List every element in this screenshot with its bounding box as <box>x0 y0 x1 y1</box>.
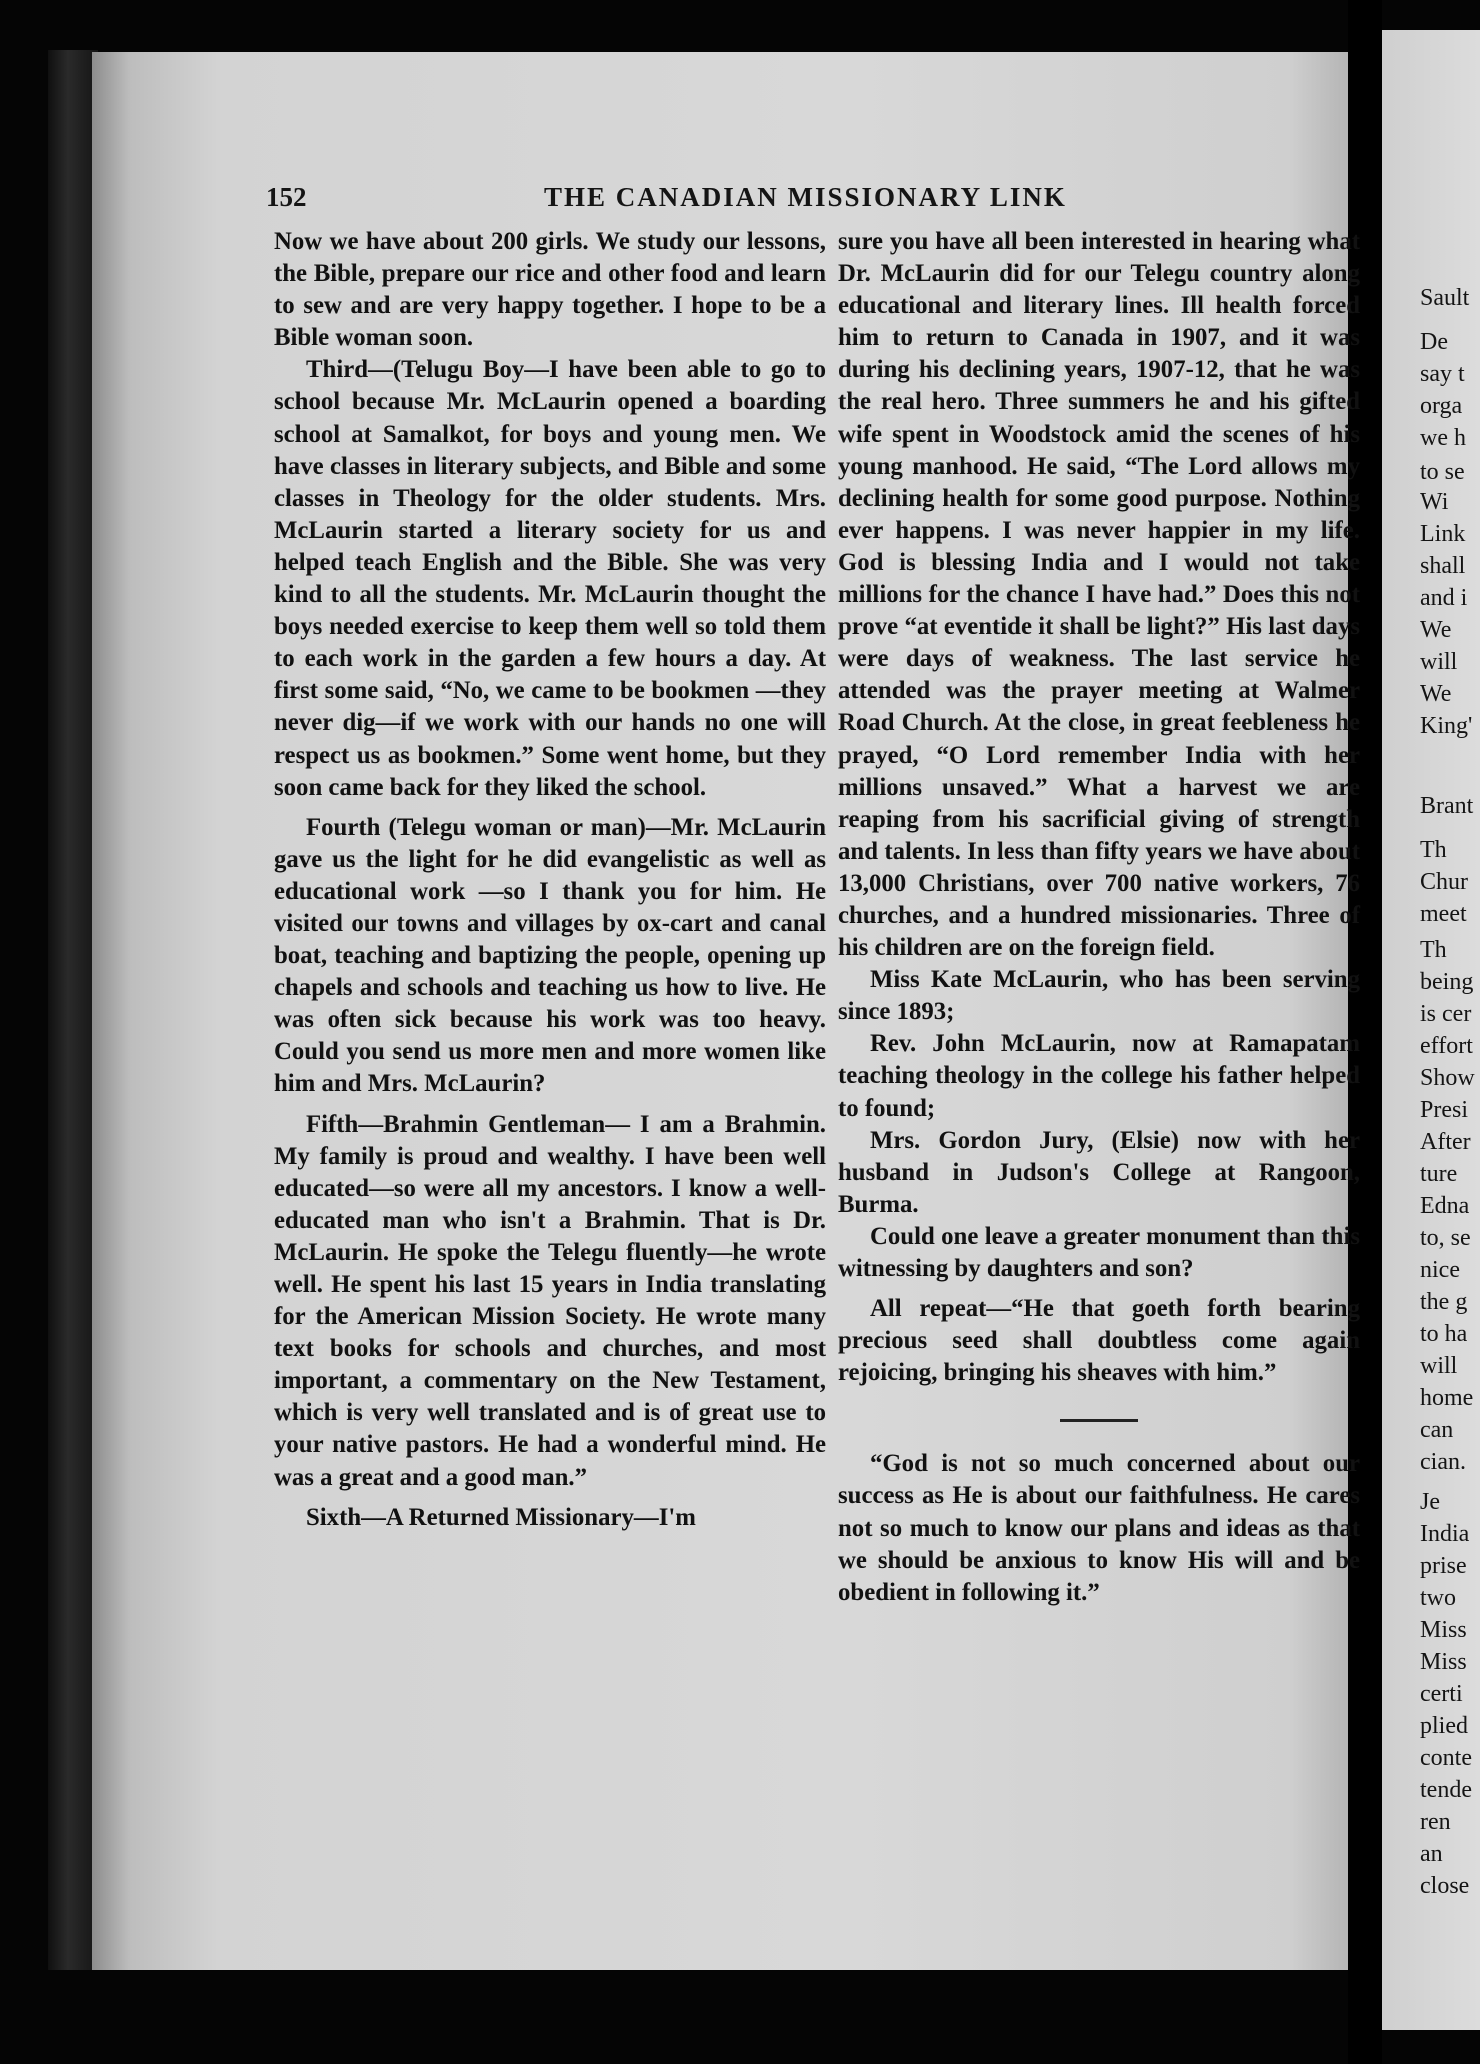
adjacent-page-fragment: tende <box>1420 1777 1472 1803</box>
adjacent-page-fragment: can <box>1420 1417 1454 1443</box>
adjacent-page-fragment: meet <box>1420 901 1467 927</box>
paragraph: Third—(Telugu Boy—I have been able to go to school because Mr. McLaurin opened a boarding school at Samalkot, for boys and young men. We have classes in literary subjects, and Bible and some classes in Theology for the older students. Mrs. McLaurin started a literary society for us and helped teach English and the Bible. She was very kind to all the students. Mr. McLaurin thought the boys needed exercise to keep them well so told them to each work in the garden a few hours a day. At first some said, “No, we came to be bookmen —they never dig—if we work with our hands no one will respect us as bookmen.” Some went home, but they soon came back for they liked the school. <box>274 356 826 801</box>
right-column <box>838 226 1360 1609</box>
adjacent-page-fragment: will <box>1420 1353 1458 1379</box>
adjacent-page-fragment: an <box>1420 1841 1443 1867</box>
adjacent-page-fragment: After <box>1420 1129 1471 1155</box>
adjacent-page-fragment: we h <box>1420 425 1466 451</box>
adjacent-page-fragment: to ha <box>1420 1321 1468 1347</box>
adjacent-page-fragment: Wi <box>1420 489 1449 515</box>
paragraph: Fourth (Telegu woman or man)—Mr. McLaurin gave us the light for he did evangelistic as well as educational work —so I thank you for him. He visited our towns and villages by ox-cart and canal boat, teaching and baptizing the people, opening up chapels and schools and teaching us how to live. He was often sick because his work was too heavy. Could you send us more men and more women like him and Mrs. McLaurin? <box>274 813 826 1098</box>
adjacent-page-fragment: say t <box>1420 361 1465 387</box>
adjacent-page-fragment: King' <box>1420 713 1473 739</box>
adjacent-page-fragment: and i <box>1420 585 1468 611</box>
adjacent-page-fragment: India <box>1420 1521 1470 1547</box>
left-column <box>274 226 826 1534</box>
adjacent-page-fragment: two <box>1420 1585 1456 1611</box>
section-divider <box>1060 1419 1138 1422</box>
closing-quote: “God is not so much concerned about our success as He is about our faithfulness. He cares not so much to know our plans and ideas as that we should be anxious to know His will and be obedient in following it.” <box>838 1450 1360 1606</box>
adjacent-page-fragment: We <box>1420 617 1452 643</box>
adjacent-page-fragment: to se <box>1420 459 1465 485</box>
paragraph: Rev. John McLaurin, now at Ramapatam teaching theology in the college his father helped to found; <box>838 1030 1360 1122</box>
paragraph: Miss Kate McLaurin, who has been serving since 1893; <box>838 966 1360 1026</box>
adjacent-page-fragment: will <box>1420 649 1458 675</box>
adjacent-page-heading: Brant <box>1420 793 1474 819</box>
adjacent-page-fragment: Miss <box>1420 1649 1467 1675</box>
adjacent-page-fragment: Edna <box>1420 1193 1470 1219</box>
adjacent-page-heading: Sault <box>1420 285 1470 311</box>
book-spine <box>48 50 98 1970</box>
adjacent-page-fragment: Th <box>1420 937 1447 963</box>
adjacent-page-fragment: effort <box>1420 1033 1473 1059</box>
adjacent-page-fragment: Link <box>1420 521 1466 547</box>
paragraph: Could one leave a greater monument than this witnessing by daughters and son? <box>838 1222 1360 1282</box>
adjacent-page-fragment: ture <box>1420 1161 1458 1187</box>
running-title: THE CANADIAN MISSIONARY LINK <box>544 182 1067 212</box>
adjacent-page-fragment: Th <box>1420 837 1447 863</box>
adjacent-page-fragment: to, se <box>1420 1225 1471 1251</box>
adjacent-page-fragment: De <box>1420 329 1448 355</box>
adjacent-page-fragment: We <box>1420 681 1452 707</box>
adjacent-page-fragment: nice <box>1420 1257 1460 1283</box>
adjacent-page-fragment: conte <box>1420 1745 1472 1771</box>
paragraph: Fifth—Brahmin Gentleman— I am a Brahmin. My family is proud and wealthy. I have been well educated—so were all my ancestors. I know a well-educated man who isn't a Brahmin. That is Dr. McLaurin. He spoke the Telegu fluently—he wrote well. He spent his last 15 years in India translating for the American Mission Society. He wrote many text books for schools and churches, and most important, a commentary on the New Testament, which is very well translated and is of great use to your native pastors. He had a wonderful mind. He was a great and a good man.” <box>274 1110 826 1491</box>
paragraph: Now we have about 200 girls. We study our lessons, the Bible, prepare our rice and other food and learn to sew and are very happy together. I hope to be a Bible woman soon. <box>274 228 826 352</box>
adjacent-page-fragment: certi <box>1420 1681 1463 1707</box>
adjacent-page-fragment: Miss <box>1420 1617 1467 1643</box>
paragraph: sure you have all been interested in hearing what Dr. McLaurin did for our Telegu country along educational and literary lines. Ill health forced him to return to Canada in 1907, and it was during his declining years, 1907-12, that he was the real hero. Three summers he and his gifted wife spent in Woodstock amid the scenes of his young manhood. He said, “The Lord allows my declining health for some good purpose. Nothing ever happens. I was never happier in my life. God is blessing India and I would not take millions for the chance I have had.” Does this not prove “at eventide it shall be light?” His last days were days of weakness. The last service he attended was the prayer meeting at Walmer Road Church. At the close, in great feebleness he prayed, “O Lord remember India with her millions unsaved.” What a harvest we are reaping from his sacrificial giving of strength and talents. In less than fifty years we have about 13,000 Christians, over 700 native workers, 76 churches, and a hundred missionaries. Three of his children are on the foreign field. <box>838 228 1360 962</box>
page-number: 152 <box>266 182 307 212</box>
adjacent-page-fragment: Chur <box>1420 869 1468 895</box>
paragraph: All repeat—“He that goeth forth bearing precious seed shall doubtless come again rejoicing, bringing his sheaves with him.” <box>838 1295 1360 1387</box>
adjacent-page-fragment: cian. <box>1420 1449 1466 1475</box>
adjacent-page-fragment: is cer <box>1420 1001 1472 1027</box>
adjacent-page-fragment: close <box>1420 1873 1470 1899</box>
adjacent-page-fragment: Presi <box>1420 1097 1468 1123</box>
adjacent-page-fragment: shall <box>1420 553 1466 579</box>
adjacent-page-fragment: ren <box>1420 1809 1451 1835</box>
adjacent-page-fragment: the g <box>1420 1289 1468 1315</box>
adjacent-page-fragment: Je <box>1420 1489 1440 1515</box>
adjacent-page-fragment: plied <box>1420 1713 1468 1739</box>
adjacent-page-fragment: prise <box>1420 1553 1467 1579</box>
page-header <box>0 178 1480 218</box>
adjacent-page-fragment: orga <box>1420 393 1463 419</box>
adjacent-page-fragment: home <box>1420 1385 1474 1411</box>
adjacent-page-fragment: Show <box>1420 1065 1475 1091</box>
adjacent-page-fragment: being <box>1420 969 1474 995</box>
paragraph: Mrs. Gordon Jury, (Elsie) now with her husband in Judson's College at Rangoon, Burma. <box>838 1126 1360 1218</box>
paragraph: Sixth—A Returned Missionary—I'm <box>306 1503 696 1531</box>
